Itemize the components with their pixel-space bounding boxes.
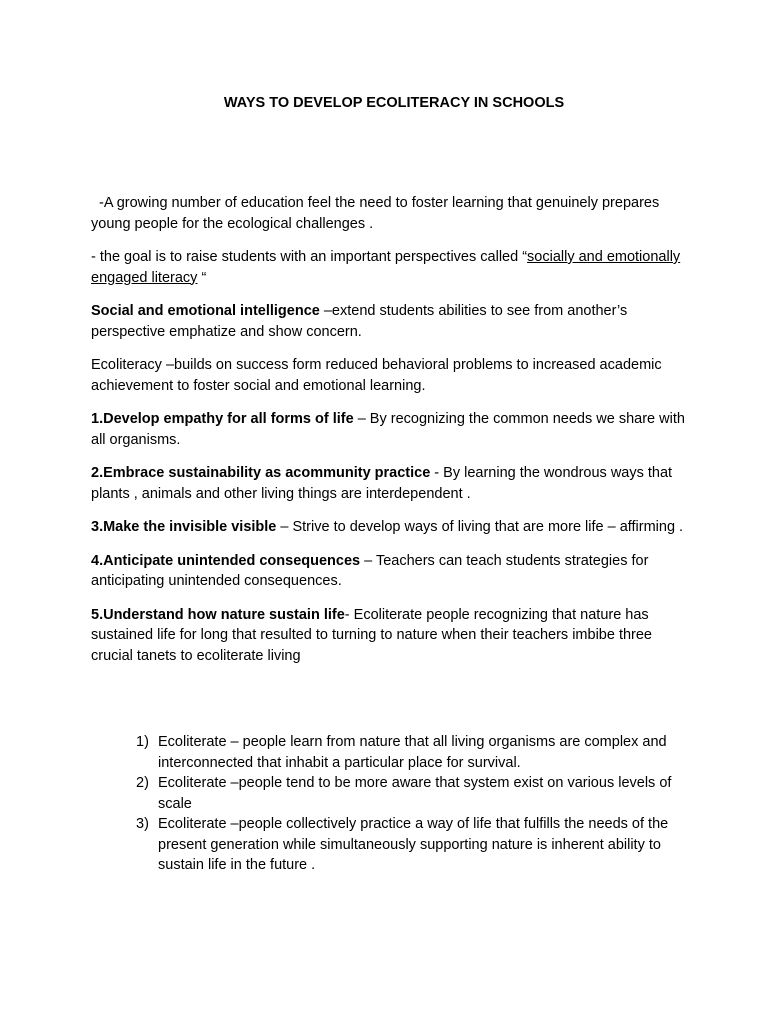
intro-paragraph-2	[91, 247, 687, 288]
point-heading: 1.Develop empathy for all forms of life	[91, 411, 354, 427]
point-text: – By recognizing the common needs we share with all organisms.	[91, 411, 685, 448]
underlined-phrase-engaged-literacy: engaged literacy	[91, 269, 198, 286]
social-emotional-text: –extend students abilities to see from another’s perspective emphatize and show concern.	[91, 303, 628, 340]
point-heading: 5.Understand how nature sustain life	[91, 606, 345, 623]
point-text: - Ecoliterate people recognizing that nature has sustained life for long that resulted to turning to nature when their teachers imbibe three crucial tanets to ecoliterate living	[91, 606, 652, 664]
intro2-prefix: - the goal is to raise students with an important perspectives called “	[91, 249, 528, 265]
list-item	[136, 773, 676, 814]
point-paragraph-3	[91, 517, 687, 538]
point-text: - By learning the wondrous ways that plants , animals and other living things are interdependent .	[91, 465, 673, 502]
intro2-suffix: “	[197, 269, 207, 286]
point-paragraph-5	[91, 605, 687, 667]
point-text: – Strive to develop ways of living that are more life – affirming .	[276, 519, 684, 535]
list-item-text: Ecoliterate –people tend to be more aware that system exist on various levels of scale	[158, 775, 672, 812]
point-text: – Teachers can teach students strategies for anticipating unintended consequences.	[91, 552, 649, 589]
list-item	[136, 814, 676, 876]
document-title: WAYS TO DEVELOP ECOLITERACY IN SCHOOLS	[223, 95, 565, 111]
list-item-number: 3)	[136, 816, 149, 832]
point-heading: 3.Make the invisible visible	[91, 519, 277, 535]
intro-paragraph-1: -A growing number of education feel the need to foster learning that genuinely prepares young people for the ecological challenges .	[91, 195, 660, 232]
social-emotional-paragraph	[91, 301, 687, 342]
underlined-phrase-socially-emotionally: socially and emotionally	[527, 249, 681, 265]
point-heading: 4.Anticipate unintended consequences	[91, 552, 361, 569]
document-body	[91, 193, 687, 679]
point-paragraph-1	[91, 409, 687, 450]
list-item	[136, 732, 676, 773]
point-paragraph-2	[91, 463, 687, 504]
list-item-number: 1)	[136, 734, 149, 750]
point-paragraph-4	[91, 551, 687, 592]
social-emotional-heading: Social and emotional intelligence	[91, 303, 320, 319]
list-item-text: Ecoliterate – people learn from nature that all living organisms are complex and interconnected that inhabit a particular place for survival.	[158, 734, 667, 771]
numbered-list	[136, 732, 676, 876]
ecoliteracy-paragraph: Ecoliteracy –builds on success form reduced behavioral problems to increased academic achievement to foster social and emotional learning.	[91, 357, 662, 394]
list-item-number: 2)	[136, 775, 149, 791]
point-heading: 2.Embrace sustainability as acommunity practice	[91, 465, 431, 481]
list-item-text: Ecoliterate –people collectively practice a way of life that fulfills the needs of the present generation while simultaneously supporting nature is inherent ability to sustain life in the future .	[158, 816, 669, 873]
